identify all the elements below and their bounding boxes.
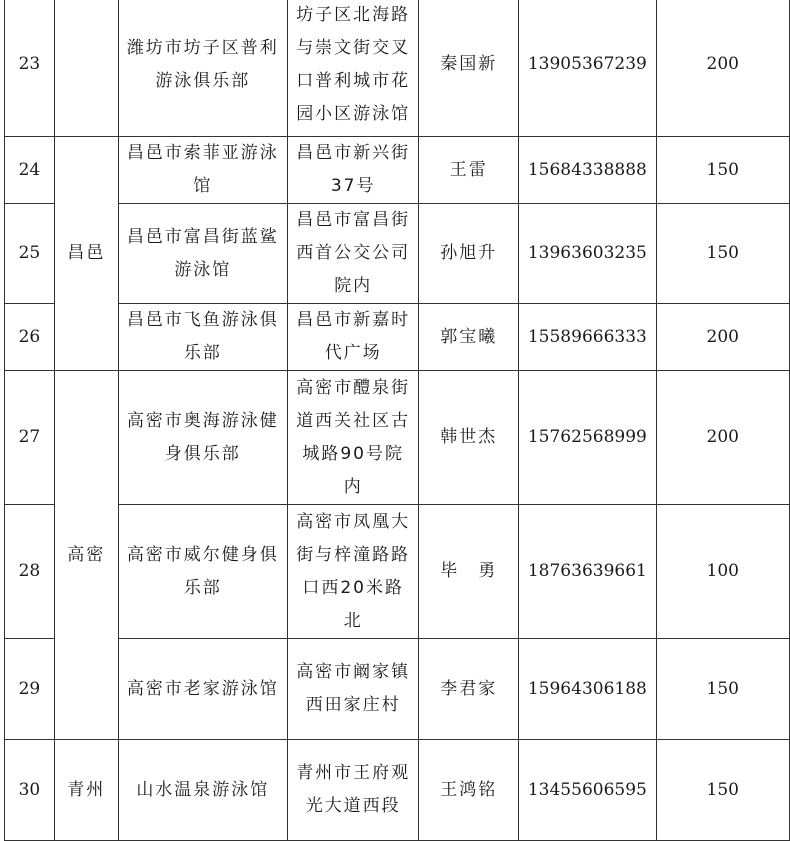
capacity-number: 100	[656, 505, 789, 639]
venue-name: 昌邑市飞鱼游泳俱乐部	[118, 304, 287, 371]
table-row	[5, 0, 790, 137]
venue-address: 高密市醴泉街道西关社区古城路90号院内	[287, 371, 418, 505]
contact-person: 王鸿铭	[419, 740, 519, 841]
region-cell: 昌邑	[54, 137, 118, 371]
row-number: 28	[5, 505, 55, 639]
contact-person: 王雷	[419, 137, 519, 204]
table-row	[5, 204, 790, 304]
row-number: 26	[5, 304, 55, 371]
contact-phone: 13963603235	[519, 204, 656, 304]
venue-address: 高密市阚家镇西田家庄村	[287, 639, 418, 740]
table-row	[5, 639, 790, 740]
row-number: 27	[5, 371, 55, 505]
venue-name: 高密市威尔健身俱乐部	[118, 505, 287, 639]
region-cell: 青州	[54, 740, 118, 841]
contact-phone: 13455606595	[519, 740, 656, 841]
table-row	[5, 740, 790, 841]
contact-person: 毕 勇	[419, 505, 519, 639]
venue-address: 昌邑市新兴街37号	[287, 137, 418, 204]
contact-phone: 15964306188	[519, 639, 656, 740]
contact-phone: 15684338888	[519, 137, 656, 204]
row-number: 29	[5, 639, 55, 740]
contact-person: 李君家	[419, 639, 519, 740]
contact-person: 秦国新	[419, 0, 519, 137]
venue-name: 高密市奥海游泳健身俱乐部	[118, 371, 287, 505]
row-number: 30	[5, 740, 55, 841]
venue-name: 高密市老家游泳馆	[118, 639, 287, 740]
venue-address: 青州市王府观光大道西段	[287, 740, 418, 841]
row-number: 25	[5, 204, 55, 304]
capacity-number: 200	[656, 0, 789, 137]
capacity-number: 150	[656, 137, 789, 204]
capacity-number: 150	[656, 639, 789, 740]
contact-phone: 18763639661	[519, 505, 656, 639]
venue-address: 昌邑市新嘉时代广场	[287, 304, 418, 371]
row-number: 24	[5, 137, 55, 204]
contact-phone: 13905367239	[519, 0, 656, 137]
capacity-number: 150	[656, 204, 789, 304]
swimming-venue-table	[4, 0, 790, 841]
capacity-number: 200	[656, 304, 789, 371]
row-number: 23	[5, 0, 55, 137]
venue-address: 昌邑市富昌街西首公交公司院内	[287, 204, 418, 304]
venue-address: 坊子区北海路与崇文街交叉口普利城市花园小区游泳馆	[287, 0, 418, 137]
table-row	[5, 137, 790, 204]
table-row	[5, 505, 790, 639]
contact-phone: 15762568999	[519, 371, 656, 505]
contact-person: 韩世杰	[419, 371, 519, 505]
contact-phone: 15589666333	[519, 304, 656, 371]
region-cell: 高密	[54, 371, 118, 740]
capacity-number: 150	[656, 740, 789, 841]
venue-name: 潍坊市坊子区普利游泳俱乐部	[118, 0, 287, 137]
venue-name: 山水温泉游泳馆	[118, 740, 287, 841]
venue-name: 昌邑市索菲亚游泳馆	[118, 137, 287, 204]
table-row	[5, 371, 790, 505]
contact-person: 郭宝曦	[419, 304, 519, 371]
venue-address: 高密市凤凰大街与梓潼路路口西20米路北	[287, 505, 418, 639]
venue-name: 昌邑市富昌街蓝鲨游泳馆	[118, 204, 287, 304]
capacity-number: 200	[656, 371, 789, 505]
region-cell-empty	[54, 0, 118, 137]
contact-person: 孙旭升	[419, 204, 519, 304]
table-row	[5, 304, 790, 371]
